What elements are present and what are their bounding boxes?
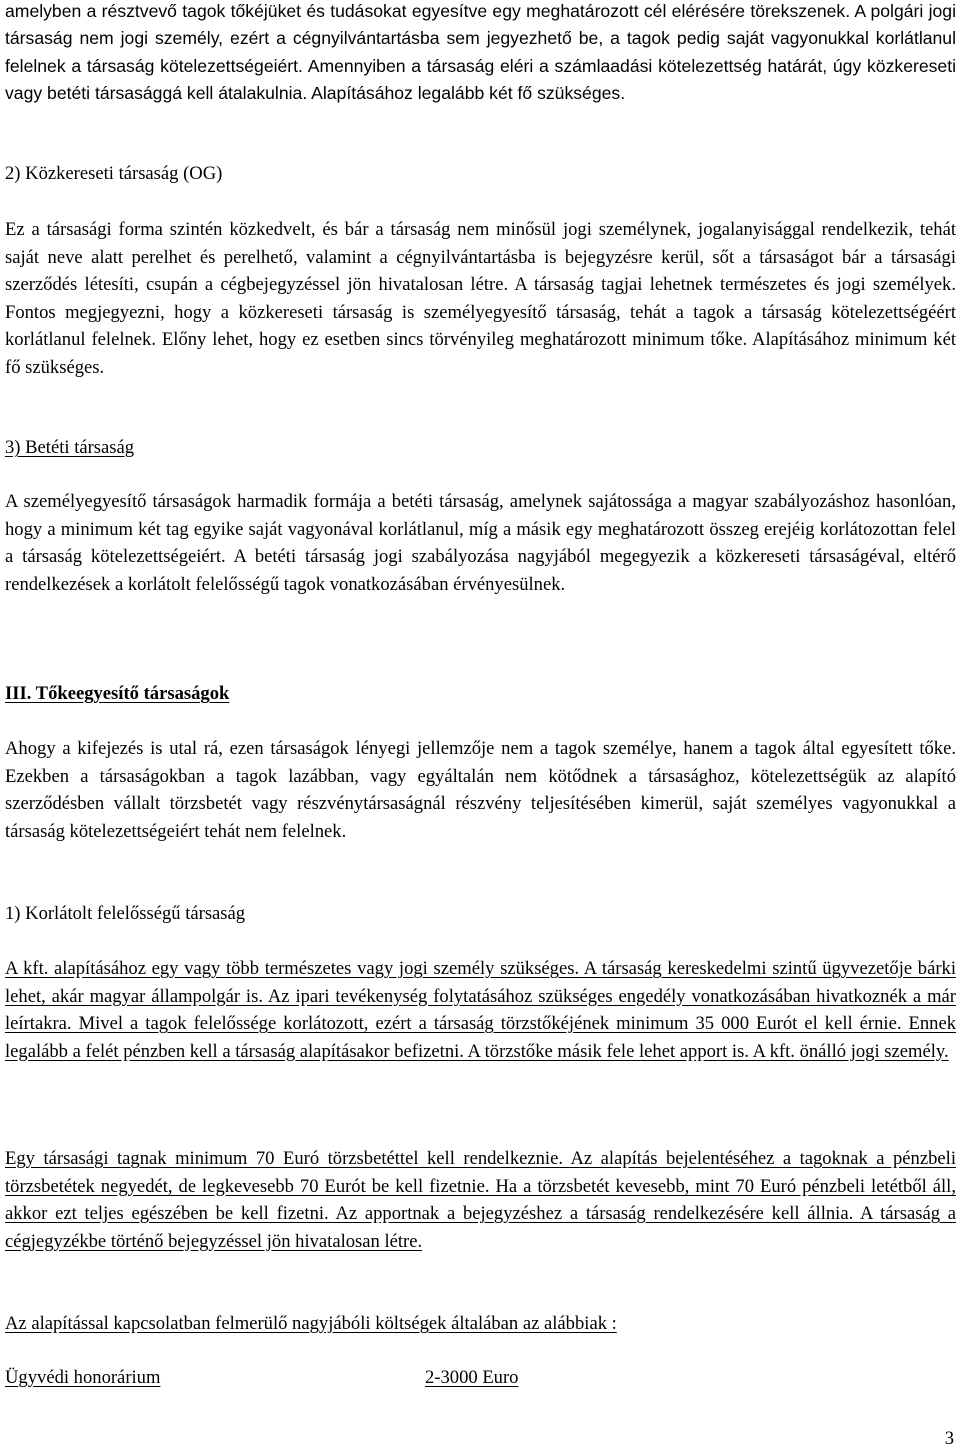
kft-paragraph-1: A kft. alapításához egy vagy több természetes vagy jogi személy szükséges. A társaság kereskedelmi szintű ügyvezetője bárki lehet, akár magyar állampolgár is. Az ipari tevékenység folytatásához szükséges engedély vonatkozásában hivatkoznék a már leírtakra. Mivel a tagok felelőssége korlátozott, ezért a társaság törzstőkéjének minimum 35 000 Eurót el kell érnie. Ennek legalább a felét pénzben kell a társaság alapításakor befizetni. A törzstőke másik fele lehet apport is. A kft. önálló jogi személy. [5, 958, 956, 1062]
bt-paragraph: A személyegyesítő társaságok harmadik formája a betéti társaság, amelynek sajátossága a magyar szabályozáshoz hasonlóan, hogy a minimum két tag egyike saját vagyonával korlátlanul, míg a másik egy meghatározott összeg erejéig korlátozottan felel a társaság kötelezettségeiért. A betéti társaság jogi szabályozása nagyjából megegyezik a közkereseti társaságéval, eltérő rendelkezések a korlátolt felelősségű tagok vonatkozásában érvényesülnek. [5, 491, 956, 595]
fee-row [5, 1364, 518, 1392]
tokeegyesito-heading: III. Tőkeegyesítő társaságok [5, 683, 230, 704]
fee-label: Ügyvédi honorárium [5, 1367, 161, 1388]
tokeegyesito-paragraph: Ahogy a kifejezés is utal rá, ezen társaságok lényegi jellemzője nem a tagok személye, hanem a tagok által egyesített tőke. Ezekben a társaságokban a tagok lazábban, vagy egyáltalán nem kötődnek a társasághoz, kötelezettségük az alapító szerződésben vállalt törzsbetét vagy részvénytársaságnál részvény teljesítésében kimerül, saját személyes vagyonukkal a társaság kötelezettségeiért tehát nem felelnek. [5, 738, 956, 842]
bt-heading: 3) Betéti társaság [5, 437, 135, 458]
kft-heading: 1) Korlátolt felelősségű társaság [5, 903, 246, 924]
intro-paragraph: amelyben a résztvevő tagok tőkéjüket és tudásokat egyesítve egy meghatározott cél elérésére törekszenek. A polgári jogi társaság nem jogi személy, ezért a cégnyilvántartásba sem jegyezhető be, a tagok pedig saját vagyonukkal korlátlanul felelnek a társaság kötelezettségeiért. Amennyiben a társaság eléri a számlaadási kötelezettség határát, úgy közkereseti vagy betéti társasággá kell átalakulnia. Alapításához legalább két fő szükséges. [5, 1, 956, 104]
og-heading: 2) Közkereseti társaság (OG) [5, 163, 223, 184]
page-number: 3 [944, 1428, 954, 1449]
costs-intro: Az alapítással kapcsolatban felmerülő nagyjábóli költségek általában az alábbiak : [5, 1313, 617, 1334]
fee-value: 2-3000 Euro [425, 1367, 519, 1388]
og-paragraph: Ez a társasági forma szintén közkedvelt, és bár a társaság nem minősül jogi személynek, jogalanyisággal rendelkezik, tehát saját neve alatt perelhet és perelhető, valamint a cégnyilvántartásba is bejegyzésre kerül, sőt a társaságot bár a társasági szerződés létesíti, csupán a cégbejegyzéssel jön hivatalosan létre. A társaság tagjai lehetnek természetes és jogi személyek. Fontos megjegyezni, hogy a közkereseti társaság is személyegyesítő társaság, tehát a tagok a társaság kötelezettségéért korlátlanul felelnek. Előny lehet, hogy ez esetben sincs törvényileg meghatározott minimum tőke. Alapításához minimum két fő szükséges. [5, 219, 956, 378]
kft-paragraph-2: Egy társasági tagnak minimum 70 Euró törzsbetéttel kell rendelkeznie. Az alapítás bejelentéséhez a tagoknak a pénzbeli törzsbetétek negyedét, de legkevesebb 70 Eurót be kell fizetnie. Ha a törzsbetét kevesebb, mint 70 Euró pénzbeli letétből áll, akkor ezt teljes egészében be kell fizetni. Az apportnak a bejegyzéshez a társaság rendelkezésére kell állnia. A társaság a cégjegyzékbe történő bejegyzéssel jön hivatalosan létre. [5, 1148, 956, 1252]
